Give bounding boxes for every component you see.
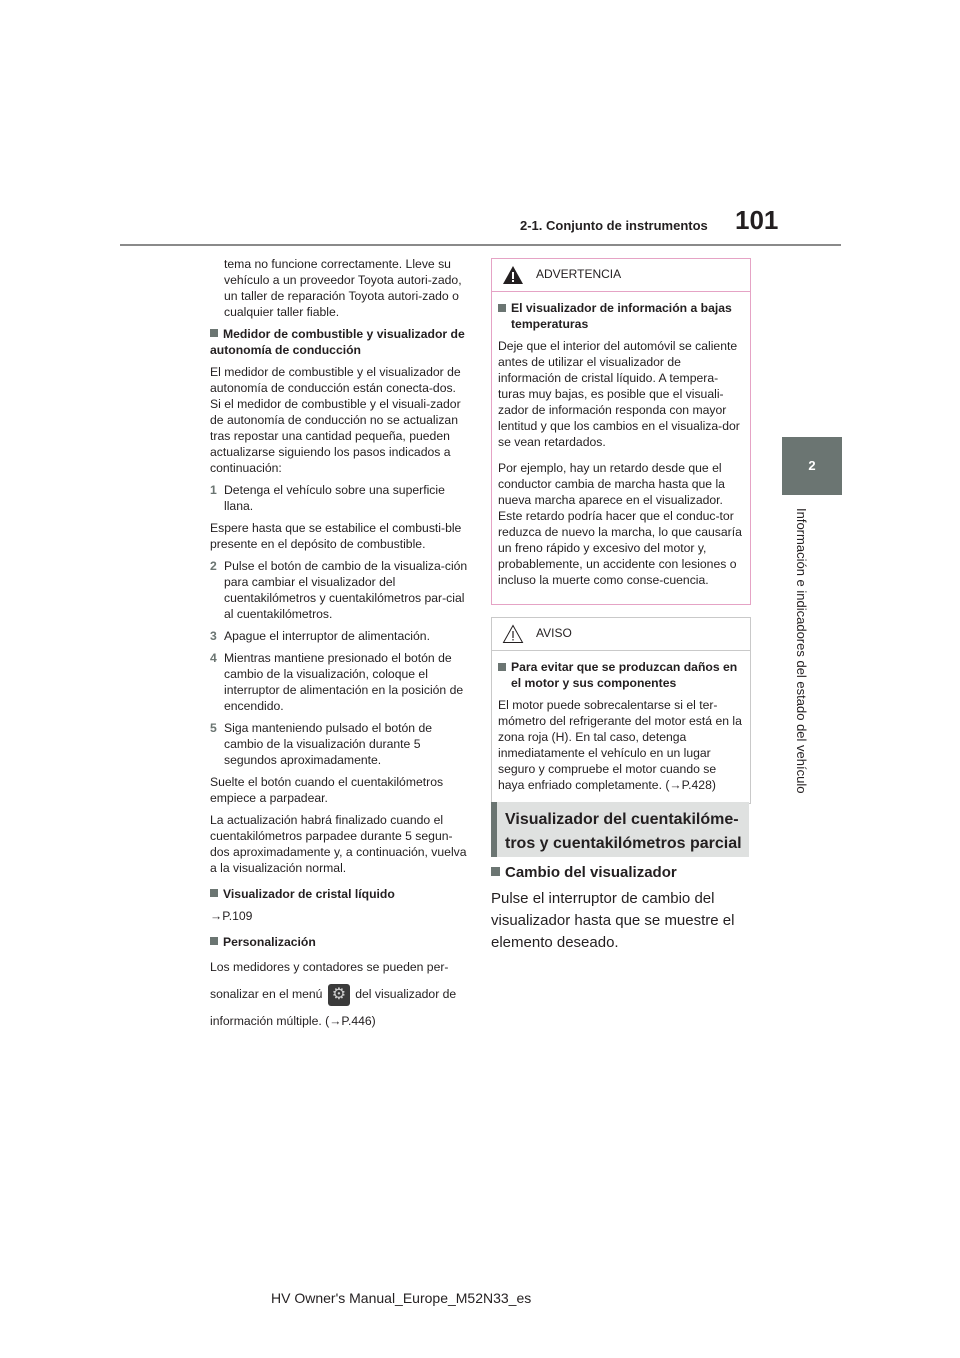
notice-header <box>492 618 750 651</box>
section-heading-line1: Visualizador del cuentakilóme- <box>505 811 739 828</box>
step-item: 3 Apague el interruptor de alimentación. <box>210 629 430 643</box>
warning-para: Deje que el interior del automóvil se caliente antes de utilizar el visualizador de información de cristal líquido. A tempera-turas muy bajas, es posible que el visuali-zador de información responda con mayor lentitud y que los cambios en el visualiza-dor se vean retardados. <box>498 339 740 449</box>
step-note: Suelte el botón cuando el cuentakilómetros empiece a parpadear. <box>210 775 444 805</box>
section-heading-box <box>491 802 749 857</box>
warning-heading: El visualizador de información a bajas temperaturas <box>498 300 742 332</box>
square-bullet-icon <box>498 663 506 671</box>
square-bullet-icon <box>210 889 218 897</box>
finish-text: La actualización habrá finalizado cuando el cuentakilómetros parpadee durante 5 segun-dos aproximadamente y, a continuación, vuelva a la visualización normal. <box>210 813 467 875</box>
custom-line1: Los medidores y contadores se pueden per- <box>210 960 449 974</box>
custom-line2: sonalizar en el menú ⚙ del visualizador de <box>210 978 468 1010</box>
step-item: 5 Siga manteniendo pulsado el botón de cambio de la visualización durante 5 segundos aproximadamente. <box>210 721 433 767</box>
caution-triangle-icon <box>502 624 524 644</box>
fuel-body: El medidor de combustible y el visualizador de autonomía de conducción están conecta-dos. Si el medidor de combustible y el visuali-zador de autonomía de conducción no se actualizan tras repostar una cantidad pequeña, pueden actualizarse siguiendo los pasos indicados a continuación: <box>210 365 461 475</box>
step-note: Espere hasta que se estabilice el combusti-ble presente en el depósito de combustible. <box>210 521 462 551</box>
section-body-text: Pulse el interruptor de cambio del visualizador hasta que se muestre el elemento deseado. <box>491 890 735 951</box>
warning-para: Por ejemplo, hay un retardo desde que el conductor cambia de marcha hasta que la nueva marcha aparece en el visualizador. Este retardo podría hacer que el conduc-tor reduzca de nuevo la marcha, lo que causaría un freno rápido y excesivo del motor y, probablemente, un accidente con lesiones o incluso la muerte como conse-cuencia. <box>498 461 742 587</box>
notice-title: AVISO <box>536 626 572 640</box>
chapter-tab: 2 <box>782 437 842 495</box>
lcd-reference-link[interactable]: →P.109 <box>210 909 253 923</box>
notice-body: El motor puede sobrecalentarse si el ter-mómetro del refrigerante del motor está en la zona roja (H). En tal caso, detenga inmediatamente el vehículo en un lugar seguro y compruebe el motor cuando se haya enfriado completamente. (→P.428) <box>498 698 742 792</box>
warning-box <box>491 258 751 605</box>
page-number: 101 <box>735 205 779 235</box>
warning-title: ADVERTENCIA <box>536 267 622 281</box>
section-title: 2-1. Conjunto de instrumentos <box>520 218 708 233</box>
custom-line3: información múltiple. (→P.446) <box>210 1014 376 1028</box>
square-bullet-icon <box>210 937 218 945</box>
notice-heading: Para evitar que se produzcan daños en el motor y sus componentes <box>498 659 742 691</box>
chapter-title: Información e indicadores del estado del vehículo <box>794 508 809 794</box>
lcd-heading: Visualizador de cristal líquido <box>210 886 468 902</box>
notice-box <box>491 617 751 804</box>
fuel-heading: Medidor de combustible y visualizador de autonomía de conducción <box>210 327 465 357</box>
step-item: 2 Pulse el botón de cambio de la visualiza-ción para cambiar el visualizador del cuentakilómetros y cuentakilómetros par-cial al cuentakilómetros. <box>210 559 468 621</box>
section-heading-line2: tros y cuentakilómetros parcial <box>505 835 742 852</box>
square-bullet-icon <box>491 867 500 876</box>
warning-header <box>492 259 750 292</box>
custom-heading: Personalización <box>210 934 468 950</box>
step-item: 4 Mientras mantiene presionado el botón de cambio de la visualización, coloque el interruptor de alimentación en la posición de encendido. <box>210 651 464 713</box>
header-divider <box>120 244 841 246</box>
left-column <box>210 256 468 1032</box>
square-bullet-icon <box>210 329 218 337</box>
gear-icon: ⚙ <box>328 984 350 1006</box>
warning-triangle-icon <box>502 265 524 285</box>
step-item: 1 Detenga el vehículo sobre una superficie llana. <box>210 483 445 513</box>
square-bullet-icon <box>498 304 506 312</box>
footer-text: HV Owner's Manual_Europe_M52N33_es <box>271 1290 532 1306</box>
warning-content <box>492 292 750 604</box>
notice-content <box>492 651 750 803</box>
sub-heading: Cambio del visualizador <box>491 862 749 884</box>
section-body <box>491 862 749 954</box>
intro-text: tema no funcione correctamente. Lleve su vehículo a un proveedor Toyota autori-zado, un taller de reparación Toyota autori-zado o cualquier taller fiable. <box>224 257 462 319</box>
